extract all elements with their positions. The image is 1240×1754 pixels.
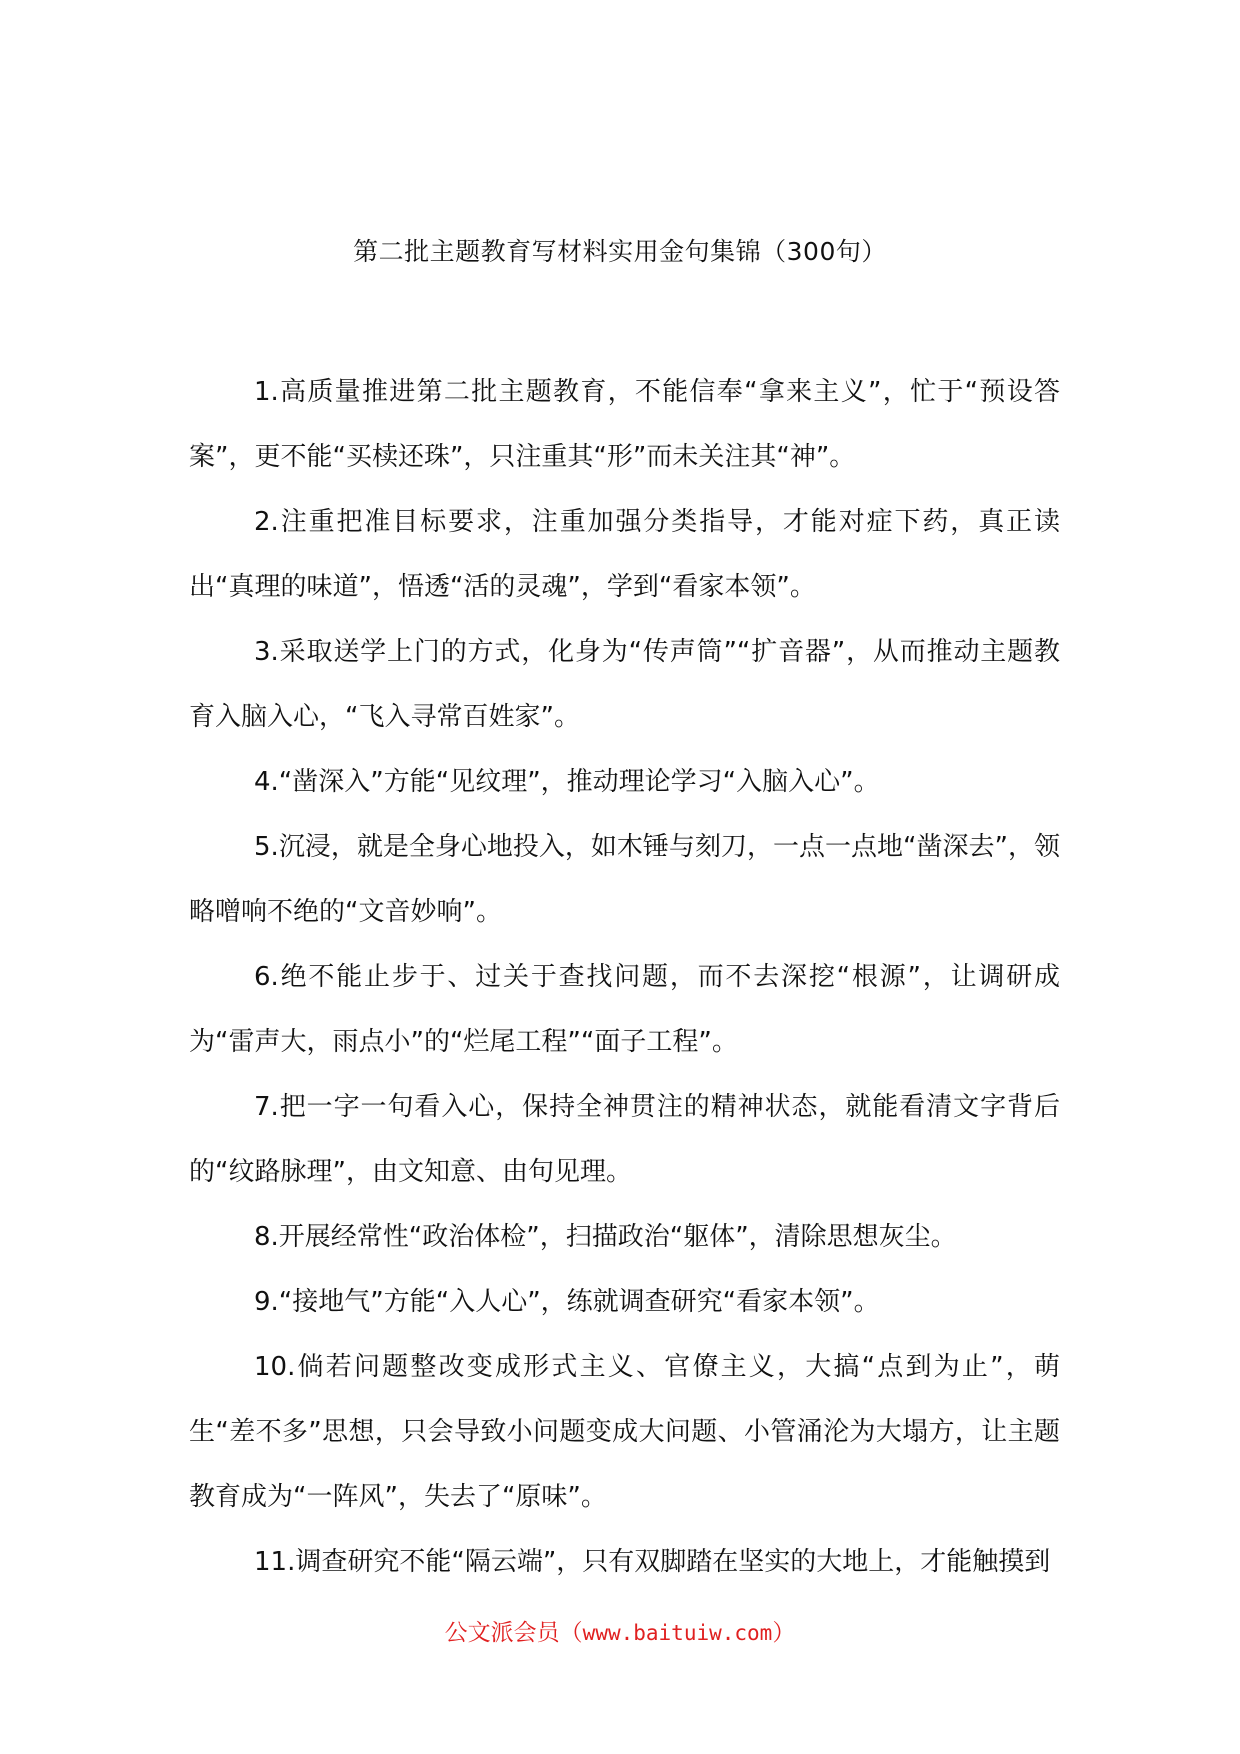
document-body <box>189 360 1060 1595</box>
paragraph-6: 6.绝不能止步于、过关于查找问题，而不去深挖“根源”，让调研成为“雷声大，雨点小”的“烂尾工程”“面子工程”。 <box>189 962 1060 1057</box>
paragraph-2: 2.注重把准目标要求，注重加强分类指导，才能对症下药，真正读出“真理的味道”，悟透“活的灵魂”，学到“看家本领”。 <box>189 507 1060 602</box>
paragraph-3: 3.采取送学上门的方式，化身为“传声筒”“扩音器”，从而推动主题教育入脑入心，“飞入寻常百姓家”。 <box>189 637 1060 732</box>
document-title: 第二批主题教育写材料实用金句集锦（300句） <box>353 237 887 266</box>
paragraph-7: 7.把一字一句看入心，保持全神贯注的精神状态，就能看清文字背后的“纹路脉理”，由文知意、由句见理。 <box>189 1092 1060 1187</box>
paragraph-1: 1.高质量推进第二批主题教育，不能信奉“拿来主义”，忙于“预设答案”，更不能“买椟还珠”，只注重其“形”而未关注其“神”。 <box>189 377 1060 472</box>
paragraph-5: 5.沉浸，就是全身心地投入，如木锤与刻刀，一点一点地“凿深去”，领略噌响不绝的“文音妙响”。 <box>189 832 1060 927</box>
paragraph-9: 9.“接地气”方能“入人心”，练就调查研究“看家本领”。 <box>254 1287 880 1317</box>
footer-watermark <box>0 1618 1240 1648</box>
paragraph-4: 4.“凿深入”方能“见纹理”，推动理论学习“入脑入心”。 <box>254 767 880 797</box>
footer-prefix: 公文派会员（ <box>444 1620 583 1646</box>
paragraph-8: 8.开展经常性“政治体检”，扫描政治“躯体”，清除思想灰尘。 <box>254 1222 957 1252</box>
footer-suffix: ） <box>772 1620 796 1646</box>
footer-url-link[interactable]: www.baituiw.com <box>582 1621 773 1645</box>
paragraph-11: 11.调查研究不能“隔云端”，只有双脚踏在坚实的大地上，才能触摸到 <box>254 1547 1051 1577</box>
paragraph-10: 10.倘若问题整改变成形式主义、官僚主义，大搞“点到为止”，萌生“差不多”思想，只会导致小问题变成大问题、小管涌沦为大塌方，让主题教育成为“一阵风”，失去了“原味”。 <box>189 1352 1060 1512</box>
